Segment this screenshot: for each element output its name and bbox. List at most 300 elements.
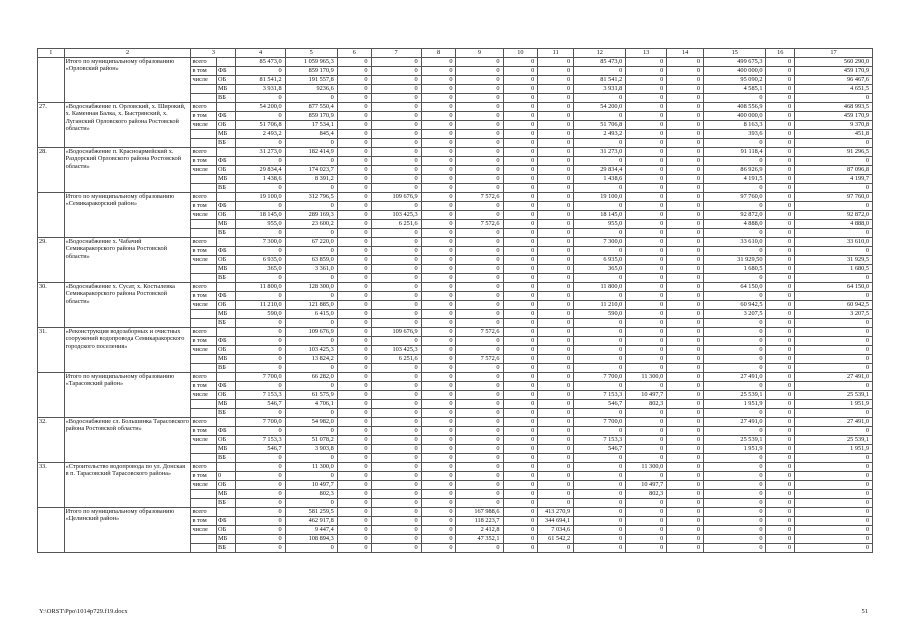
value-cell: 400 000,0 — [704, 67, 766, 76]
value-cell: 0 — [337, 445, 371, 454]
value-cell: 0 — [503, 382, 538, 391]
value-cell: 0 — [667, 400, 704, 409]
value-cell: 0 — [337, 427, 371, 436]
value-cell: 0 — [421, 238, 456, 247]
value-cell: 0 — [626, 508, 667, 517]
value-cell: 0 — [626, 238, 667, 247]
value-cell: 0 — [626, 526, 667, 535]
value-cell: 0 — [574, 229, 626, 238]
value-cell: 0 — [371, 391, 421, 400]
value-cell: 0 — [795, 274, 873, 283]
value-cell: 0 — [704, 337, 766, 346]
value-cell: 0 — [766, 265, 795, 274]
value-cell: 0 — [371, 175, 421, 184]
value-cell: 0 — [337, 373, 371, 382]
value-cell: 64 150,0 — [795, 283, 873, 292]
value-cell: 0 — [667, 283, 704, 292]
value-cell: 0 — [236, 526, 285, 535]
value-cell: 0 — [626, 355, 667, 364]
project-name: «Водоснабжение п. Красноармейский х. Раздорский Орловского района Ростовской области» — [64, 148, 191, 193]
value-cell: 0 — [626, 454, 667, 463]
value-cell: 0 — [626, 382, 667, 391]
value-cell: 0 — [456, 247, 503, 256]
funding-category: числе — [191, 436, 217, 445]
value-cell: 0 — [538, 283, 574, 292]
value-cell: 0 — [766, 139, 795, 148]
value-cell: 18 145,0 — [236, 211, 285, 220]
value-cell: 0 — [456, 94, 503, 103]
value-cell: 0 — [236, 409, 285, 418]
value-cell: 0 — [421, 382, 456, 391]
funding-category — [191, 490, 217, 499]
value-cell: 0 — [456, 346, 503, 355]
value-cell: 0 — [766, 103, 795, 112]
value-cell: 0 — [766, 220, 795, 229]
value-cell: 0 — [704, 319, 766, 328]
value-cell: 182 414,9 — [285, 148, 337, 157]
value-cell: 0 — [421, 193, 456, 202]
value-cell: 0 — [667, 139, 704, 148]
value-cell: 0 — [337, 238, 371, 247]
value-cell: 31 929,5 — [795, 256, 873, 265]
value-cell: 0 — [503, 364, 538, 373]
value-cell: 0 — [795, 157, 873, 166]
value-cell: 0 — [503, 238, 538, 247]
value-cell: 0 — [766, 436, 795, 445]
funding-category — [191, 454, 217, 463]
value-cell: 0 — [626, 535, 667, 544]
value-cell: 0 — [503, 139, 538, 148]
value-cell: 0 — [574, 535, 626, 544]
value-cell: 11 800,0 — [574, 283, 626, 292]
value-cell: 0 — [538, 202, 574, 211]
value-cell: 0 — [236, 535, 285, 544]
value-cell: 0 — [236, 337, 285, 346]
value-cell: 4 191,5 — [704, 175, 766, 184]
value-cell: 27 491,0 — [704, 418, 766, 427]
value-cell: 0 — [421, 319, 456, 328]
value-cell: 0 — [626, 274, 667, 283]
value-cell: 289 169,3 — [285, 211, 337, 220]
value-cell: 0 — [766, 238, 795, 247]
value-cell: 0 — [421, 103, 456, 112]
value-cell: 1 951,9 — [704, 445, 766, 454]
value-cell: 0 — [503, 157, 538, 166]
value-cell: 0 — [538, 454, 574, 463]
value-cell: 0 — [456, 373, 503, 382]
value-cell: 60 942,5 — [795, 301, 873, 310]
funding-category: числе — [191, 121, 217, 130]
value-cell: 0 — [704, 382, 766, 391]
funding-source: 0 — [217, 472, 236, 481]
funding-category — [191, 310, 217, 319]
value-cell: 0 — [667, 76, 704, 85]
value-cell: 0 — [503, 166, 538, 175]
funding-source — [217, 328, 236, 337]
value-cell: 0 — [503, 472, 538, 481]
value-cell: 0 — [704, 409, 766, 418]
item-number: 28. — [38, 148, 65, 193]
value-cell: 2 493,2 — [574, 130, 626, 139]
value-cell: 7 572,6 — [456, 193, 503, 202]
funding-category: числе — [191, 391, 217, 400]
value-cell: 0 — [236, 355, 285, 364]
value-cell: 47 352,1 — [456, 535, 503, 544]
funding-source: ФБ — [217, 517, 236, 526]
value-cell: 2 412,8 — [456, 526, 503, 535]
value-cell: 546,7 — [574, 445, 626, 454]
value-cell: 408 556,9 — [704, 103, 766, 112]
value-cell: 0 — [285, 472, 337, 481]
value-cell: 0 — [337, 526, 371, 535]
value-cell: 0 — [285, 157, 337, 166]
value-cell: 0 — [456, 229, 503, 238]
value-cell: 0 — [285, 292, 337, 301]
funding-category: всего — [191, 193, 217, 202]
value-cell: 0 — [538, 121, 574, 130]
value-cell: 0 — [285, 382, 337, 391]
value-cell: 0 — [421, 274, 456, 283]
value-cell: 0 — [538, 247, 574, 256]
value-cell: 0 — [503, 103, 538, 112]
value-cell: 0 — [421, 166, 456, 175]
value-cell: 0 — [626, 148, 667, 157]
value-cell: 0 — [285, 184, 337, 193]
value-cell: 0 — [667, 202, 704, 211]
value-cell: 0 — [626, 166, 667, 175]
funding-category: всего — [191, 463, 217, 472]
value-cell: 0 — [626, 94, 667, 103]
value-cell: 0 — [236, 67, 285, 76]
value-cell: 0 — [766, 274, 795, 283]
funding-category: всего — [191, 148, 217, 157]
value-cell: 9 370,8 — [795, 121, 873, 130]
project-name: Итого по муниципальному образованию «Целинский район» — [64, 508, 191, 553]
value-cell: 0 — [574, 139, 626, 148]
value-cell: 0 — [236, 247, 285, 256]
funding-source — [217, 463, 236, 472]
value-cell: 0 — [626, 445, 667, 454]
value-cell: 0 — [503, 328, 538, 337]
value-cell: 0 — [766, 202, 795, 211]
funding-source: ОБ — [217, 256, 236, 265]
value-cell: 2 493,2 — [236, 130, 285, 139]
value-cell: 0 — [503, 535, 538, 544]
value-cell: 33 610,0 — [704, 238, 766, 247]
value-cell: 0 — [538, 346, 574, 355]
funding-source: ФБ — [217, 247, 236, 256]
value-cell: 61 575,9 — [285, 391, 337, 400]
funding-source: ВБ — [217, 409, 236, 418]
value-cell: 0 — [503, 94, 538, 103]
value-cell: 0 — [503, 211, 538, 220]
value-cell: 0 — [421, 85, 456, 94]
value-cell: 1 680,5 — [795, 265, 873, 274]
value-cell: 0 — [421, 292, 456, 301]
value-cell: 0 — [456, 364, 503, 373]
value-cell: 0 — [574, 364, 626, 373]
funding-source: МБ — [217, 220, 236, 229]
value-cell: 0 — [236, 382, 285, 391]
value-cell: 0 — [667, 103, 704, 112]
value-cell: 0 — [236, 202, 285, 211]
value-cell: 0 — [626, 517, 667, 526]
value-cell: 91 118,4 — [704, 148, 766, 157]
value-cell: 0 — [421, 67, 456, 76]
table-row — [38, 418, 873, 427]
funding-category: всего — [191, 58, 217, 67]
value-cell: 0 — [285, 544, 337, 553]
value-cell: 7 572,6 — [456, 355, 503, 364]
value-cell: 0 — [456, 409, 503, 418]
funding-source — [217, 193, 236, 202]
value-cell: 10 497,7 — [626, 391, 667, 400]
funding-category — [191, 445, 217, 454]
value-cell: 0 — [626, 130, 667, 139]
column-number-cell: 17 — [795, 49, 873, 58]
value-cell: 0 — [456, 382, 503, 391]
value-cell: 0 — [704, 229, 766, 238]
value-cell: 11 300,0 — [285, 463, 337, 472]
value-cell: 0 — [421, 481, 456, 490]
value-cell: 64 150,0 — [704, 283, 766, 292]
value-cell: 0 — [456, 265, 503, 274]
funding-category — [191, 535, 217, 544]
column-number-cell: 15 — [704, 49, 766, 58]
column-number-cell: 1 — [38, 49, 65, 58]
column-number-cell: 4 — [236, 49, 285, 58]
funding-category: числе — [191, 166, 217, 175]
project-name: «Водоснабжение х. Чабачий Семикаракорского района Ростовской области» — [64, 238, 191, 283]
value-cell: 0 — [766, 490, 795, 499]
value-cell: 0 — [421, 526, 456, 535]
value-cell: 0 — [456, 103, 503, 112]
value-cell: 3 931,8 — [574, 85, 626, 94]
value-cell: 0 — [626, 103, 667, 112]
value-cell: 0 — [456, 256, 503, 265]
item-number — [38, 58, 65, 103]
value-cell: 0 — [371, 166, 421, 175]
value-cell: 0 — [371, 301, 421, 310]
value-cell: 0 — [795, 292, 873, 301]
value-cell: 0 — [371, 409, 421, 418]
funding-category: числе — [191, 76, 217, 85]
value-cell: 0 — [371, 400, 421, 409]
value-cell: 0 — [704, 517, 766, 526]
value-cell: 0 — [503, 400, 538, 409]
value-cell: 54 200,0 — [236, 103, 285, 112]
value-cell: 7 700,0 — [236, 418, 285, 427]
value-cell: 0 — [626, 112, 667, 121]
value-cell: 0 — [574, 409, 626, 418]
value-cell: 0 — [503, 526, 538, 535]
value-cell: 0 — [236, 508, 285, 517]
value-cell: 0 — [626, 346, 667, 355]
value-cell: 0 — [667, 184, 704, 193]
value-cell: 0 — [574, 346, 626, 355]
value-cell: 97 760,0 — [795, 193, 873, 202]
value-cell: 0 — [337, 391, 371, 400]
value-cell: 0 — [626, 337, 667, 346]
value-cell: 0 — [704, 202, 766, 211]
funding-source: МБ — [217, 175, 236, 184]
value-cell: 0 — [766, 364, 795, 373]
value-cell: 97 760,0 — [704, 193, 766, 202]
value-cell: 0 — [538, 238, 574, 247]
funding-source: МБ — [217, 355, 236, 364]
value-cell: 0 — [371, 148, 421, 157]
funding-category: в том — [191, 157, 217, 166]
value-cell: 0 — [456, 436, 503, 445]
value-cell: 0 — [456, 121, 503, 130]
value-cell: 7 153,3 — [236, 436, 285, 445]
value-cell: 0 — [337, 517, 371, 526]
value-cell: 0 — [766, 319, 795, 328]
value-cell: 0 — [421, 508, 456, 517]
value-cell: 92 872,0 — [704, 211, 766, 220]
value-cell: 0 — [667, 544, 704, 553]
value-cell: 109 676,9 — [285, 328, 337, 337]
value-cell: 0 — [503, 463, 538, 472]
value-cell: 0 — [503, 346, 538, 355]
value-cell: 0 — [667, 418, 704, 427]
funding-source: ФБ — [217, 157, 236, 166]
value-cell: 0 — [456, 175, 503, 184]
value-cell: 0 — [337, 157, 371, 166]
value-cell: 0 — [456, 202, 503, 211]
value-cell: 0 — [503, 292, 538, 301]
value-cell: 0 — [371, 418, 421, 427]
value-cell: 393,6 — [704, 130, 766, 139]
value-cell: 0 — [421, 301, 456, 310]
value-cell: 546,7 — [236, 445, 285, 454]
value-cell: 6 415,0 — [285, 310, 337, 319]
value-cell: 0 — [626, 184, 667, 193]
value-cell: 0 — [337, 67, 371, 76]
value-cell: 0 — [371, 454, 421, 463]
value-cell: 23 600,2 — [285, 220, 337, 229]
value-cell: 0 — [626, 220, 667, 229]
value-cell: 312 796,5 — [285, 193, 337, 202]
value-cell: 955,0 — [574, 220, 626, 229]
value-cell: 0 — [667, 211, 704, 220]
value-cell: 0 — [503, 67, 538, 76]
value-cell: 0 — [456, 112, 503, 121]
value-cell: 0 — [456, 499, 503, 508]
value-cell: 0 — [538, 391, 574, 400]
value-cell: 0 — [626, 328, 667, 337]
value-cell: 85 473,0 — [574, 58, 626, 67]
value-cell: 0 — [371, 184, 421, 193]
value-cell: 0 — [667, 292, 704, 301]
funding-source: ФБ — [217, 292, 236, 301]
funding-category: в том — [191, 112, 217, 121]
funding-source: ВБ — [217, 184, 236, 193]
value-cell: 0 — [766, 310, 795, 319]
funding-source: ВБ — [217, 94, 236, 103]
value-cell: 25 539,1 — [795, 436, 873, 445]
table-row — [38, 148, 873, 157]
value-cell: 0 — [538, 319, 574, 328]
value-cell: 3 903,8 — [285, 445, 337, 454]
value-cell: 0 — [574, 202, 626, 211]
value-cell: 0 — [503, 184, 538, 193]
value-cell: 0 — [626, 292, 667, 301]
value-cell: 0 — [766, 373, 795, 382]
value-cell: 0 — [667, 229, 704, 238]
value-cell: 0 — [538, 94, 574, 103]
funding-source: ВБ — [217, 364, 236, 373]
value-cell: 0 — [421, 121, 456, 130]
value-cell: 0 — [371, 202, 421, 211]
value-cell: 0 — [236, 346, 285, 355]
value-cell: 0 — [766, 283, 795, 292]
value-cell: 92 872,0 — [795, 211, 873, 220]
funding-source: ВБ — [217, 274, 236, 283]
value-cell: 0 — [456, 76, 503, 85]
value-cell: 0 — [766, 112, 795, 121]
value-cell: 0 — [421, 427, 456, 436]
value-cell: 0 — [503, 391, 538, 400]
funding-category — [191, 499, 217, 508]
value-cell: 365,0 — [236, 265, 285, 274]
value-cell: 109 676,9 — [371, 328, 421, 337]
value-cell: 0 — [626, 67, 667, 76]
value-cell: 0 — [574, 508, 626, 517]
value-cell: 0 — [456, 301, 503, 310]
value-cell: 0 — [626, 229, 667, 238]
value-cell: 0 — [704, 94, 766, 103]
value-cell: 51 706,8 — [236, 121, 285, 130]
value-cell: 0 — [371, 94, 421, 103]
column-number-cell: 5 — [285, 49, 337, 58]
value-cell: 0 — [456, 445, 503, 454]
value-cell: 66 282,0 — [285, 373, 337, 382]
funding-category — [191, 274, 217, 283]
value-cell: 25 539,1 — [704, 436, 766, 445]
funding-source: ОБ — [217, 121, 236, 130]
value-cell: 81 541,2 — [236, 76, 285, 85]
value-cell: 590,0 — [236, 310, 285, 319]
value-cell: 0 — [704, 472, 766, 481]
value-cell: 7 700,0 — [574, 418, 626, 427]
value-cell: 546,7 — [574, 400, 626, 409]
value-cell: 0 — [421, 517, 456, 526]
value-cell: 85 473,0 — [236, 58, 285, 67]
column-number-cell: 11 — [538, 49, 574, 58]
value-cell: 191 557,8 — [285, 76, 337, 85]
value-cell: 0 — [421, 490, 456, 499]
value-cell: 1 951,9 — [795, 445, 873, 454]
funding-source: ФБ — [217, 67, 236, 76]
value-cell: 0 — [574, 337, 626, 346]
value-cell: 0 — [503, 193, 538, 202]
value-cell: 0 — [667, 526, 704, 535]
value-cell: 0 — [236, 517, 285, 526]
column-number-row — [38, 49, 873, 58]
value-cell: 0 — [538, 184, 574, 193]
value-cell: 0 — [626, 472, 667, 481]
value-cell: 0 — [667, 427, 704, 436]
value-cell: 0 — [704, 490, 766, 499]
value-cell: 0 — [538, 373, 574, 382]
value-cell: 0 — [421, 364, 456, 373]
item-number: 33. — [38, 463, 65, 508]
value-cell: 0 — [337, 292, 371, 301]
value-cell: 413 270,9 — [538, 508, 574, 517]
value-cell: 0 — [538, 544, 574, 553]
value-cell: 0 — [538, 301, 574, 310]
